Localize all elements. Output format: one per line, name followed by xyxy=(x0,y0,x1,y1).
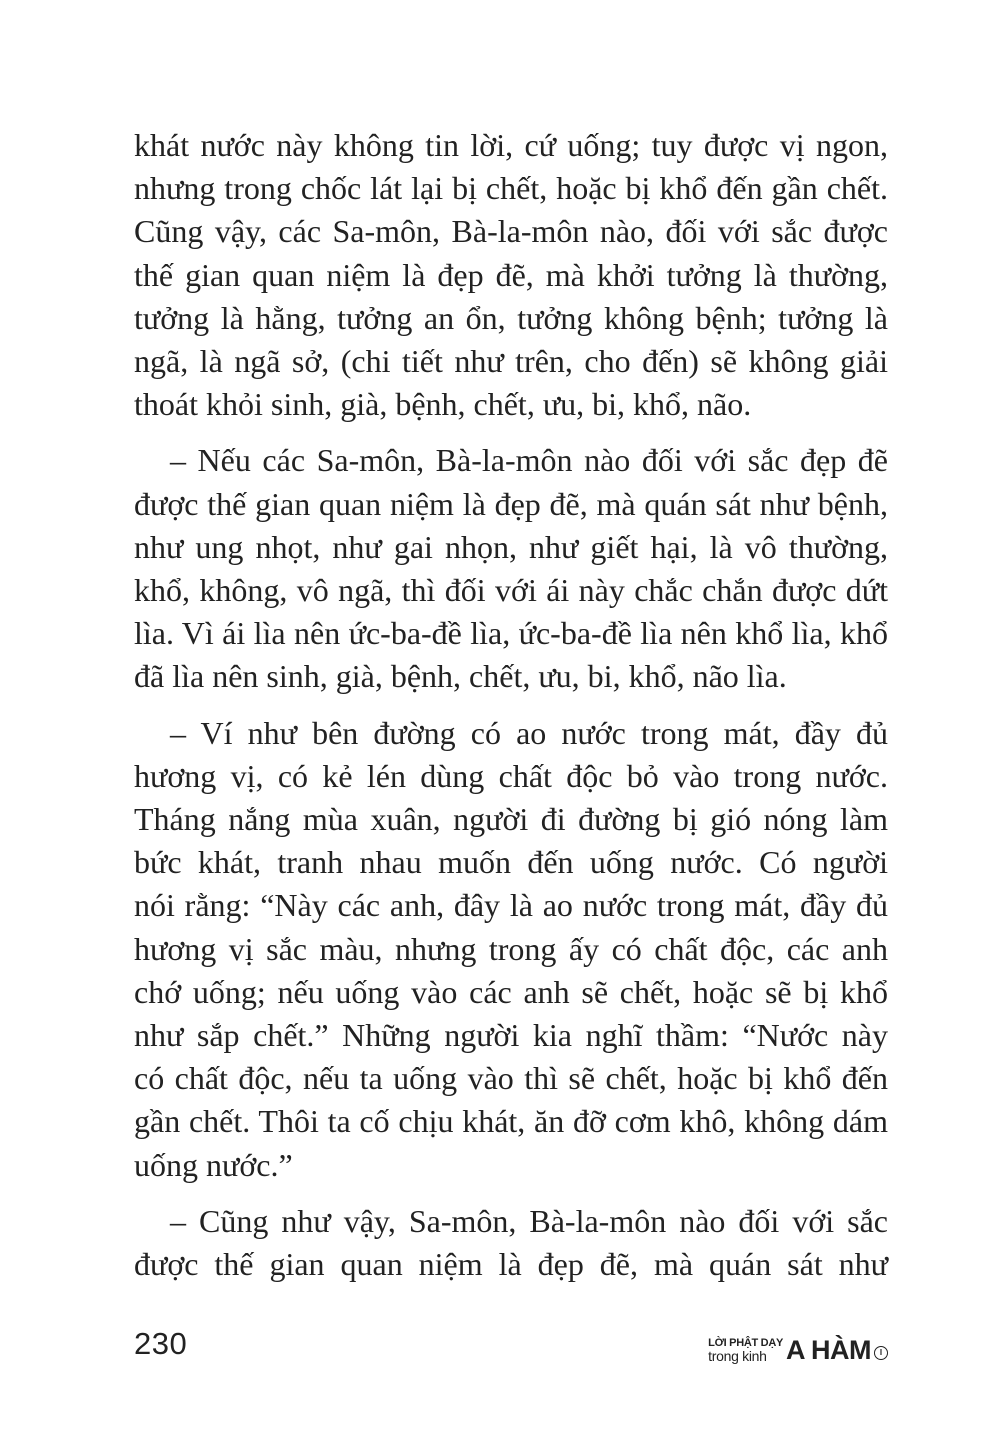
paragraph-4 xyxy=(134,1200,888,1286)
body-text xyxy=(134,124,888,1299)
book-title-small xyxy=(708,1338,783,1364)
text-line: tưởng là hằng, tưởng an ổn, tưởng không bệnh; tưởng là xyxy=(134,299,888,336)
book-title-logo xyxy=(708,1330,888,1364)
text-line: khát nước này không tin lời, cứ uống; tuy được vị ngon, xyxy=(134,127,888,163)
text-line: nói rằng: “Này các anh, đây là ao nước trong mát, đầy đủ xyxy=(134,887,888,924)
text-line: – Nếu các Sa-môn, Bà-la-môn nào đối với sắc đẹp đẽ xyxy=(170,442,888,479)
text-line: uống nước.” xyxy=(134,1146,293,1183)
book-title-top: LỜI PHẬT DẠY xyxy=(708,1337,783,1349)
text-line: bức khát, tranh nhau muốn đến uống nước. Có người xyxy=(134,844,888,881)
text-line: đã lìa nên sinh, già, bệnh, chết, ưu, bi, khổ, não lìa. xyxy=(134,658,787,695)
paragraph-2 xyxy=(134,439,888,698)
page-footer xyxy=(134,1322,888,1372)
text-line: có chất độc, nếu ta uống vào thì sẽ chết, hoặc bị khổ đến xyxy=(134,1060,888,1097)
text-line: gần chết. Thôi ta cố chịu khát, ăn đỡ cơm khô, không dám xyxy=(134,1103,888,1140)
text-line: như ung nhọt, như gai nhọn, như giết hại, là vô thường, xyxy=(134,528,888,565)
paragraph-3 xyxy=(134,712,888,1187)
paragraph-1 xyxy=(134,124,888,426)
text-line: Cũng vậy, các Sa-môn, Bà-la-môn nào, đối với sắc được xyxy=(134,213,888,250)
text-line: Tháng nắng mùa xuân, người đi đường bị gió nóng làm xyxy=(134,801,888,838)
page-number: 230 xyxy=(134,1326,188,1361)
text-line: thoát khỏi sinh, già, bệnh, chết, ưu, bi, khổ, não. xyxy=(134,386,752,423)
text-line: – Ví như bên đường có ao nước trong mát, đầy đủ xyxy=(170,714,888,751)
text-line: hương vị, có kẻ lén dùng chất độc bỏ vào trong nước. xyxy=(134,757,888,794)
text-line: nhưng trong chốc lát lại bị chết, hoặc bị khổ đến gần chết. xyxy=(134,170,888,207)
book-title-main: A HÀM xyxy=(786,1335,871,1365)
text-line: thế gian quan niệm là đẹp đẽ, mà khởi tưởng là thường, xyxy=(134,256,888,293)
text-line: như sắp chết.” Những người kia nghĩ thầm: “Nước này xyxy=(134,1017,888,1054)
text-line: được thế gian quan niệm là đẹp đẽ, mà quán sát như bệnh, xyxy=(134,485,888,522)
text-line: được thế gian quan niệm là đẹp đẽ, mà quán sát như xyxy=(134,1246,888,1283)
text-line: chớ uống; nếu uống vào các anh sẽ chết, hoặc sẽ bị khổ xyxy=(134,973,888,1010)
text-line: khổ, không, vô ngã, thì đối với ái này chắc chắn được dứt xyxy=(134,572,888,609)
text-line: hương vị sắc màu, nhưng trong ấy có chất độc, các anh xyxy=(134,930,888,967)
book-title-bottom: trong kinh xyxy=(708,1348,767,1364)
text-line: ngã, là ngã sở, (chi tiết như trên, cho đến) sẽ không giải xyxy=(134,343,888,380)
text-line: lìa. Vì ái lìa nên ức-ba-đề lìa, ức-ba-đề lìa nên khổ lìa, khổ xyxy=(134,615,888,652)
volume-badge: I xyxy=(874,1346,888,1360)
text-line: – Cũng như vậy, Sa-môn, Bà-la-môn nào đối với sắc xyxy=(170,1202,888,1239)
